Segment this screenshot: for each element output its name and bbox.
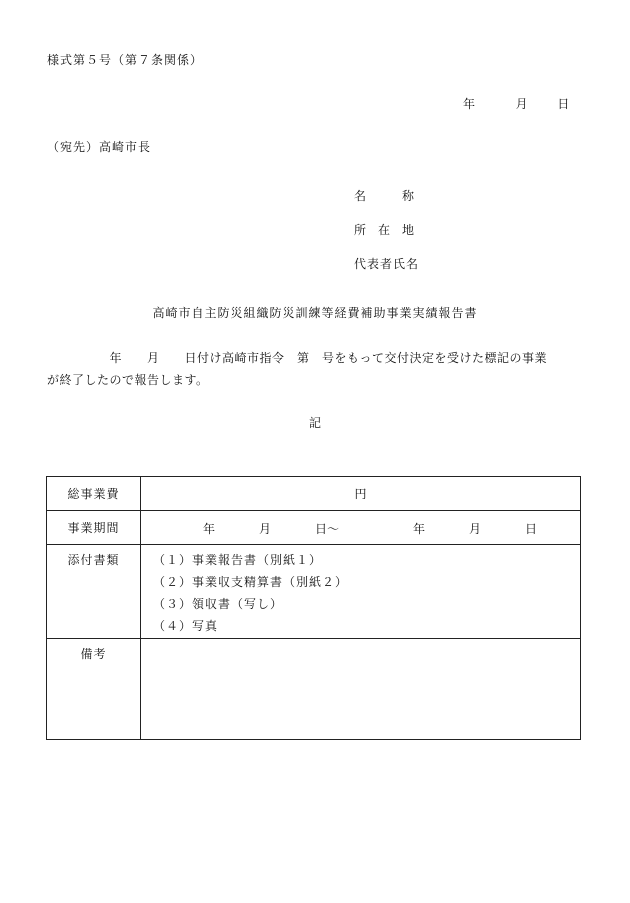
- period-start-day: 日～: [315, 522, 340, 536]
- body-text: [47, 347, 547, 391]
- body-line-2: が終了したので報告します。: [47, 373, 209, 387]
- body-line-1: 年 月 日付け高崎市指令 第 号をもって交付決定を受けた標記の事業: [47, 351, 548, 365]
- addressee: （宛先）高崎市長: [47, 140, 152, 154]
- applicant-name-label: 名 称: [354, 189, 415, 203]
- date-day: 日: [557, 97, 570, 111]
- date-line: [463, 95, 569, 112]
- period-end-day: 日: [525, 522, 538, 536]
- document-title: 高崎市自主防災組織防災訓練等経費補助事業実績報告書: [152, 306, 478, 320]
- attachments-list: [141, 545, 581, 639]
- form-number: 様式第５号（第７条関係）: [47, 53, 204, 67]
- remarks-label: 備考: [47, 639, 141, 740]
- period-value[interactable]: [141, 511, 581, 545]
- applicant-address-label: 所 在 地: [354, 223, 415, 237]
- total-cost-row: [47, 477, 581, 511]
- attachment-item: （１）事業報告書（別紙１）: [153, 553, 323, 567]
- period-label: 事業期間: [47, 511, 141, 545]
- report-table: [46, 476, 581, 740]
- period-end-month: 月: [469, 522, 482, 536]
- attachment-item: （２）事業収支精算書（別紙２）: [153, 575, 349, 589]
- applicant-representative-label: 代表者氏名: [354, 257, 420, 271]
- attachments-label: 添付書類: [47, 545, 141, 639]
- remarks-value[interactable]: [141, 639, 581, 740]
- total-cost-value[interactable]: [141, 477, 581, 511]
- period-row: [47, 511, 581, 545]
- ki-marker: 記: [308, 416, 321, 430]
- date-month: 月: [515, 97, 528, 111]
- remarks-row: [47, 639, 581, 740]
- attachments-row: [47, 545, 581, 639]
- date-year: 年: [463, 97, 476, 111]
- period-start-year: 年: [203, 522, 216, 536]
- attachment-item: （３）領収書（写し）: [153, 597, 284, 611]
- total-cost-label: 総事業費: [47, 477, 141, 511]
- period-start-month: 月: [259, 522, 272, 536]
- period-end-year: 年: [413, 522, 426, 536]
- total-cost-unit: 円: [354, 487, 367, 501]
- attachment-item: （４）写真: [153, 619, 219, 633]
